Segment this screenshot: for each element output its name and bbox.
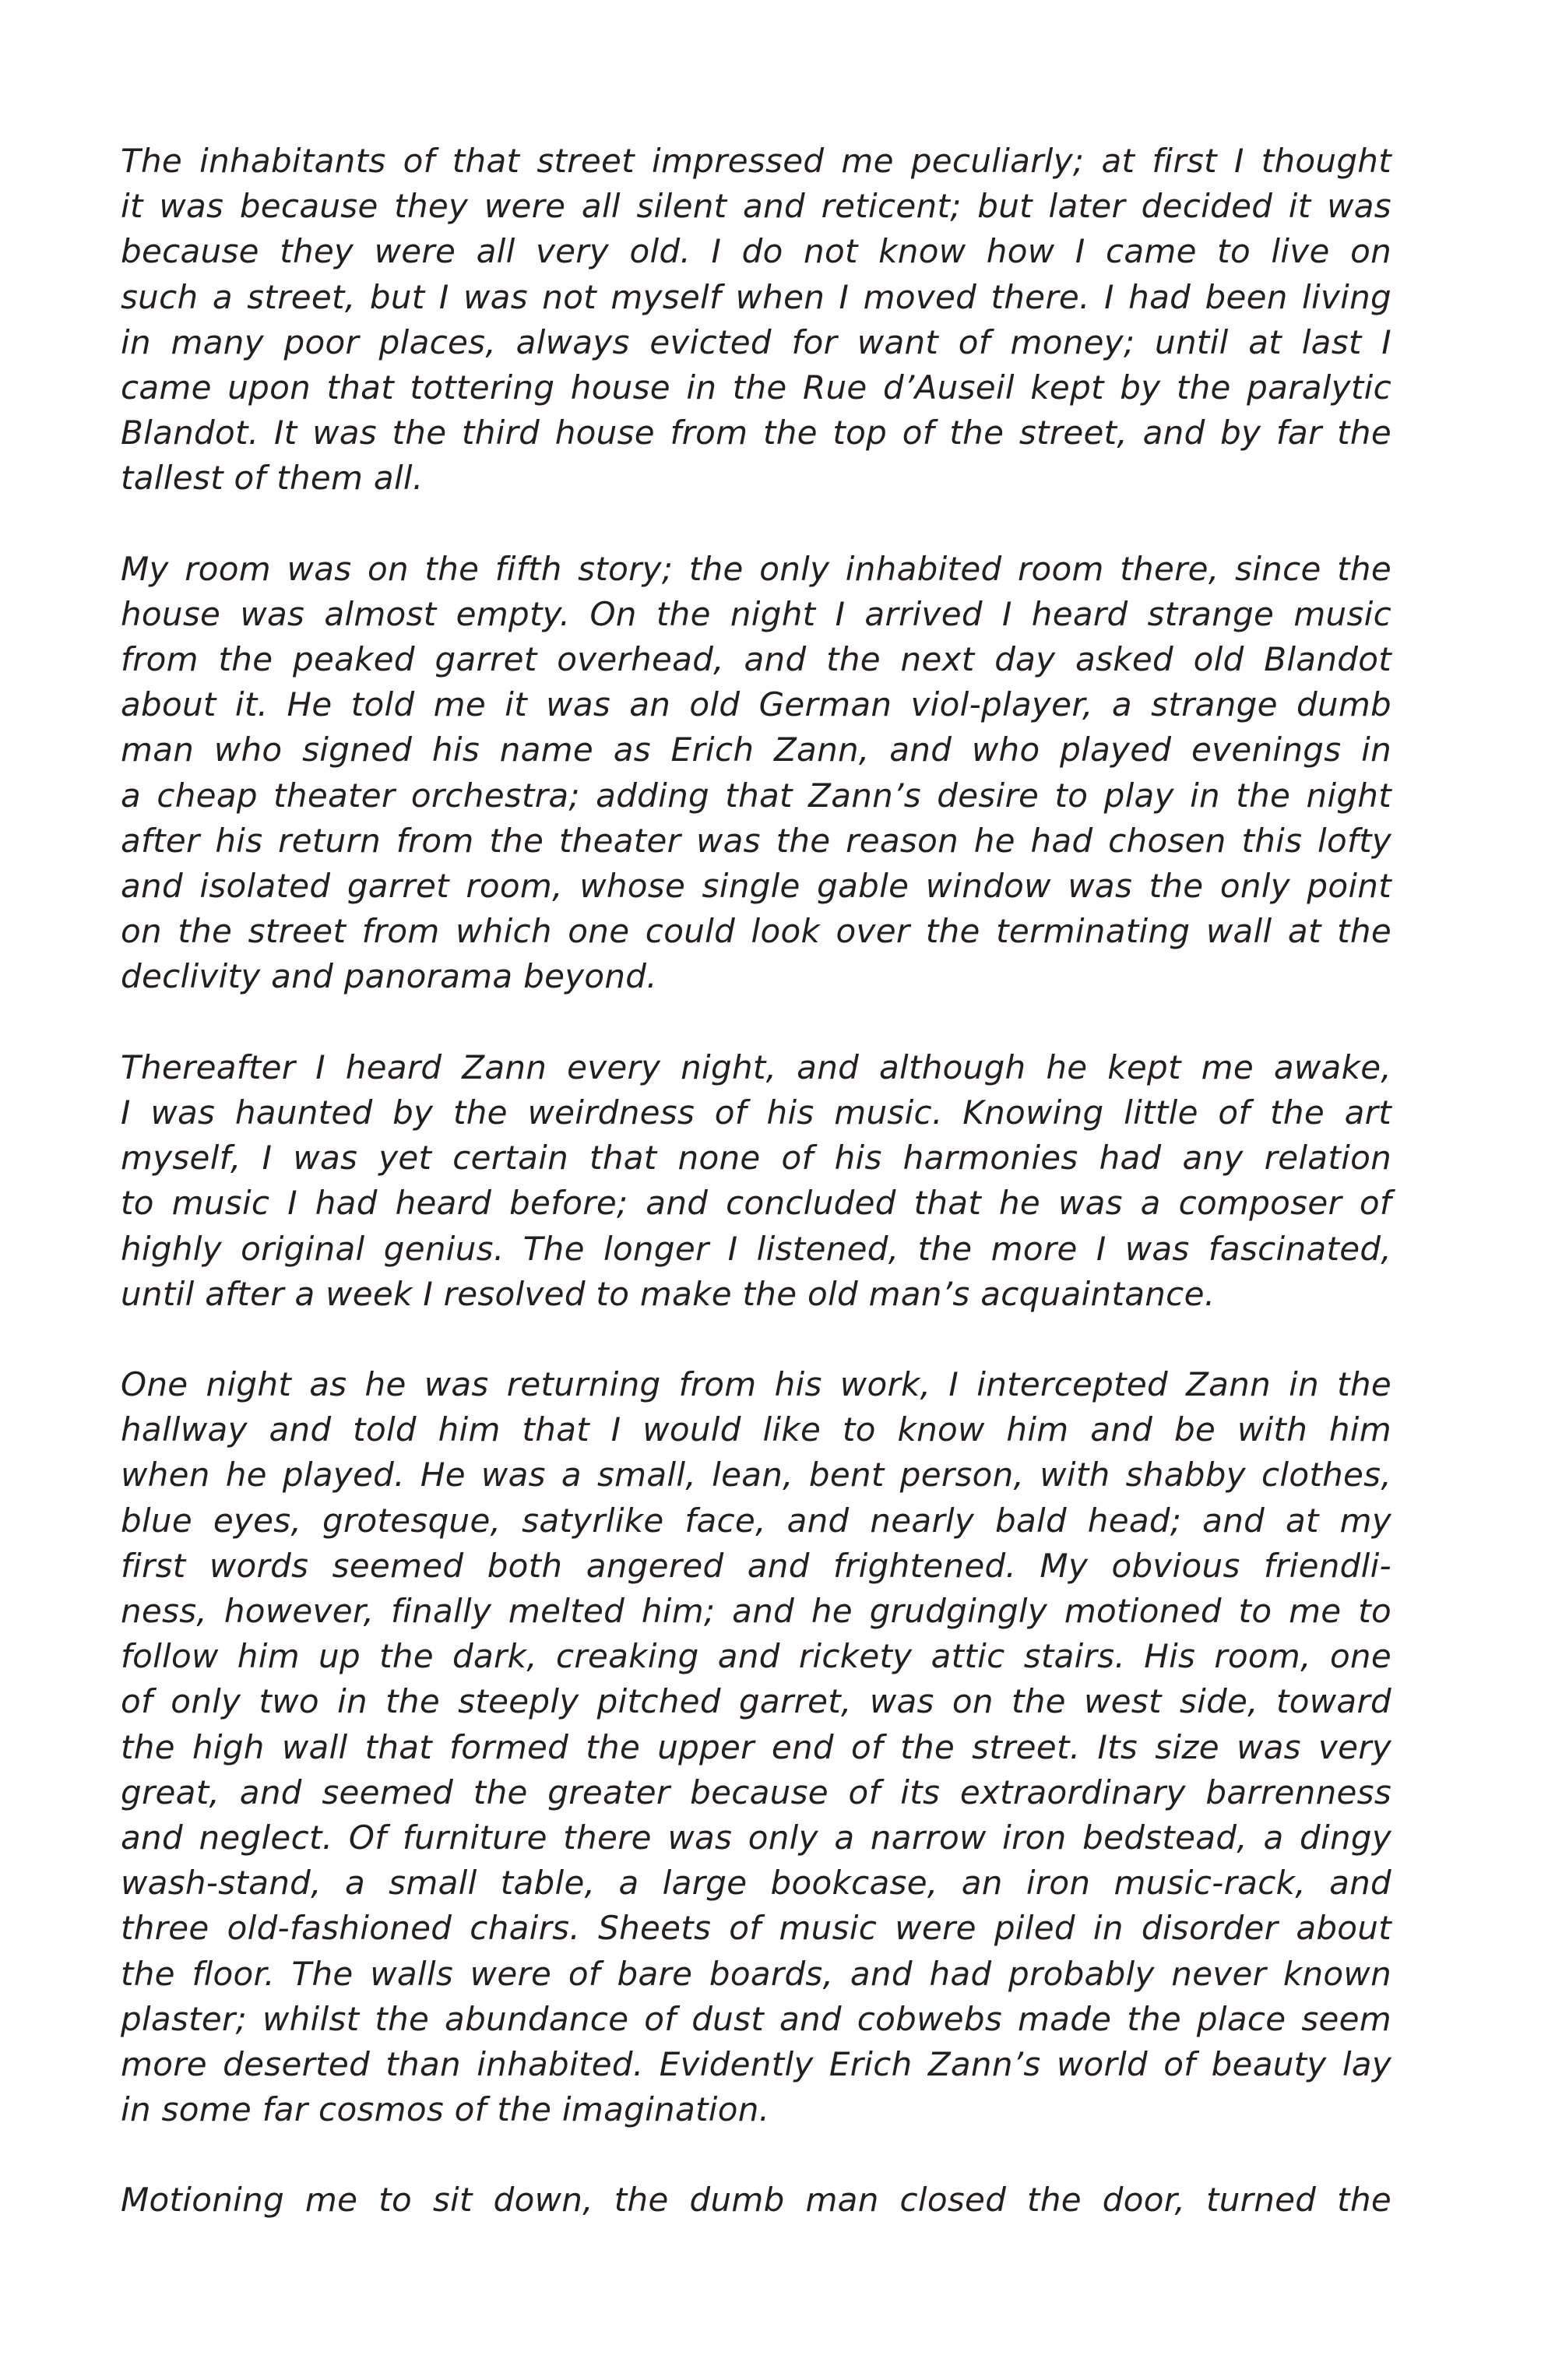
text-line: came upon that tottering house in the Rue d’Auseil kept by the paralytic — [121, 368, 1391, 407]
text-line: the floor. The walls were of bare boards, and had probably never known — [121, 1954, 1391, 1993]
text-line: it was because they were all silent and reticent; but later decided it was — [121, 187, 1391, 226]
text-line: more deserted than inhabited. Evidently Erich Zann’s world of beauty lay — [121, 2044, 1391, 2083]
text-line: great, and seemed the greater because of its extraordinary barrenness — [121, 1773, 1391, 1811]
text-line: of only two in the steeply pitched garret, was on the west side, toward — [121, 1682, 1391, 1721]
paragraph-2 — [121, 547, 1391, 1000]
text-line: in some far cosmos of the imagination. — [121, 2090, 770, 2129]
text-line: and isolated garret room, whose single gable window was the only point — [121, 867, 1391, 905]
text-line: until after a week I resolved to make the old man’s acquaintance. — [121, 1274, 1216, 1313]
paragraph-1 — [121, 139, 1391, 502]
text-line: after his return from the theater was the reason he had chosen this lofty — [121, 821, 1391, 860]
text-line: on the street from which one could look over the terminating wall at the — [121, 912, 1391, 951]
text-line: The inhabitants of that street impressed me peculiarly; at first I thought — [121, 142, 1391, 180]
text-line: declivity and panorama beyond. — [121, 957, 657, 996]
text-line: Blandot. It was the third house from the top of the street, and by far the — [121, 414, 1391, 452]
text-line: to music I had heard before; and concluded that he was a composer of — [121, 1184, 1391, 1223]
text-line: ness, however, finally melted him; and he grudgingly motioned to me to — [121, 1592, 1391, 1630]
text-line: blue eyes, grotesque, satyrlike face, and nearly bald head; and at my — [121, 1501, 1391, 1540]
text-line: hallway and told him that I would like to know him and be with him — [121, 1410, 1391, 1449]
text-line: tallest of them all. — [121, 459, 424, 498]
body-text — [121, 139, 1391, 2269]
text-line: One night as he was returning from his work, I intercepted Zann in the — [121, 1365, 1391, 1404]
text-line: highly original genius. The longer I listened, the more I was fascinated, — [121, 1229, 1391, 1268]
text-line: I was haunted by the weirdness of his music. Knowing little of the art — [121, 1093, 1391, 1132]
paragraph-5 — [121, 2178, 1391, 2223]
text-line: the high wall that formed the upper end of the street. Its size was very — [121, 1727, 1391, 1766]
text-line: house was almost empty. On the night I arrived I heard strange music — [121, 594, 1391, 633]
text-line: from the peaked garret overhead, and the next day asked old Blandot — [121, 640, 1391, 679]
text-line: a cheap theater orchestra; adding that Zann’s desire to play in the night — [121, 776, 1391, 815]
text-line: wash-stand, a small table, a large bookcase, an iron music-rack, and — [121, 1864, 1391, 1903]
text-line: follow him up the dark, creaking and rickety attic stairs. His room, one — [121, 1637, 1391, 1676]
text-line: about it. He told me it was an old German viol-player, a strange dumb — [121, 685, 1391, 724]
text-line: three old-fashioned chairs. Sheets of music were piled in disorder about — [121, 1909, 1391, 1948]
text-line: because they were all very old. I do not know how I came to live on — [121, 232, 1391, 271]
text-line: Thereafter I heard Zann every night, and although he kept me awake, — [121, 1047, 1391, 1086]
paragraph-3 — [121, 1045, 1391, 1317]
text-line: man who signed his name as Erich Zann, and who played evenings in — [121, 731, 1391, 769]
paragraph-4 — [121, 1362, 1391, 2132]
text-line: first words seemed both angered and frightened. My obvious friendli- — [121, 1546, 1391, 1585]
text-line: when he played. He was a small, lean, bent person, with shabby clothes, — [121, 1456, 1391, 1495]
text-line: My room was on the fifth story; the only inhabited room there, since the — [121, 549, 1391, 588]
text-line: myself, I was yet certain that none of his harmonies had any relation — [121, 1139, 1391, 1178]
text-line: in many poor places, always evicted for want of money; until at last I — [121, 322, 1391, 361]
text-line: plaster; whilst the abundance of dust and cobwebs made the place seem — [121, 1999, 1391, 2038]
text-line: such a street, but I was not myself when I moved there. I had been living — [121, 277, 1391, 316]
text-line: and neglect. Of furniture there was only a narrow iron bedstead, a dingy — [121, 1818, 1391, 1857]
text-line: Motioning me to sit down, the dumb man closed the door, turned the — [121, 2181, 1391, 2220]
